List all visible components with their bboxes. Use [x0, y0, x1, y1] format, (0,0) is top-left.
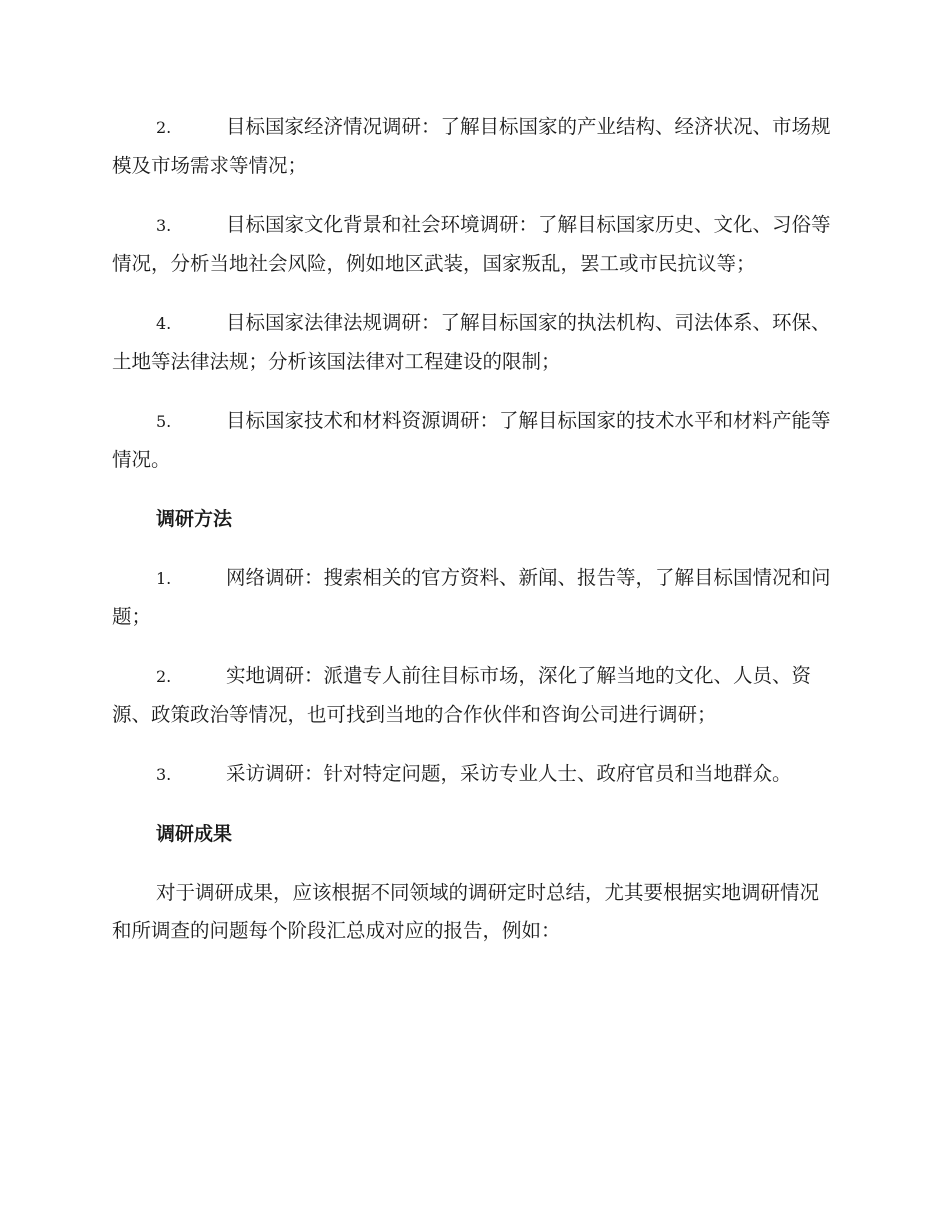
list-item — [112, 657, 836, 734]
list-text: 目标国家文化背景和社会环境调研：了解目标国家历史、文化、习俗等情况，分析当地社会风险，例如地区武装，国家叛乱，罢工或市民抗议等； — [112, 213, 831, 275]
list-number: 3. — [156, 216, 172, 235]
list-number: 5. — [156, 412, 172, 431]
list-text: 目标国家技术和材料资源调研：了解目标国家的技术水平和材料产能等情况。 — [112, 409, 831, 471]
list-number: 3. — [156, 765, 172, 784]
list-number: 4. — [156, 314, 172, 333]
section-heading-results: 调研成果 — [156, 823, 233, 845]
list-item — [112, 108, 836, 185]
document-body — [112, 108, 836, 971]
list-text: 网络调研：搜索相关的官方资料、新闻、报告等，了解目标国情况和问题； — [112, 566, 831, 628]
list-number: 1. — [156, 569, 172, 588]
list-number: 2. — [156, 667, 172, 686]
section-heading-methods: 调研方法 — [156, 508, 233, 530]
list-item — [112, 559, 836, 636]
results-paragraph: 对于调研成果，应该根据不同领域的调研定时总结，尤其要根据实地调研情况和所调查的问题每个阶段汇总成对应的报告，例如： — [112, 881, 820, 942]
list-number: 2. — [156, 118, 172, 137]
list-text: 目标国家法律法规调研：了解目标国家的执法机构、司法体系、环保、土地等法律法规；分析该国法律对工程建设的限制； — [112, 311, 831, 373]
list-text: 实地调研：派遣专人前往目标市场，深化了解当地的文化、人员、资源、政策政治等情况，也可找到当地的合作伙伴和咨询公司进行调研； — [112, 664, 812, 726]
list-text: 采访调研：针对特定问题，采访专业人士、政府官员和当地群众。 — [226, 762, 792, 785]
list-text: 目标国家经济情况调研：了解目标国家的产业结构、经济状况、市场规模及市场需求等情况； — [112, 115, 831, 177]
list-item — [112, 755, 836, 794]
list-item — [112, 402, 836, 479]
list-item — [112, 206, 836, 283]
list-item — [112, 304, 836, 381]
